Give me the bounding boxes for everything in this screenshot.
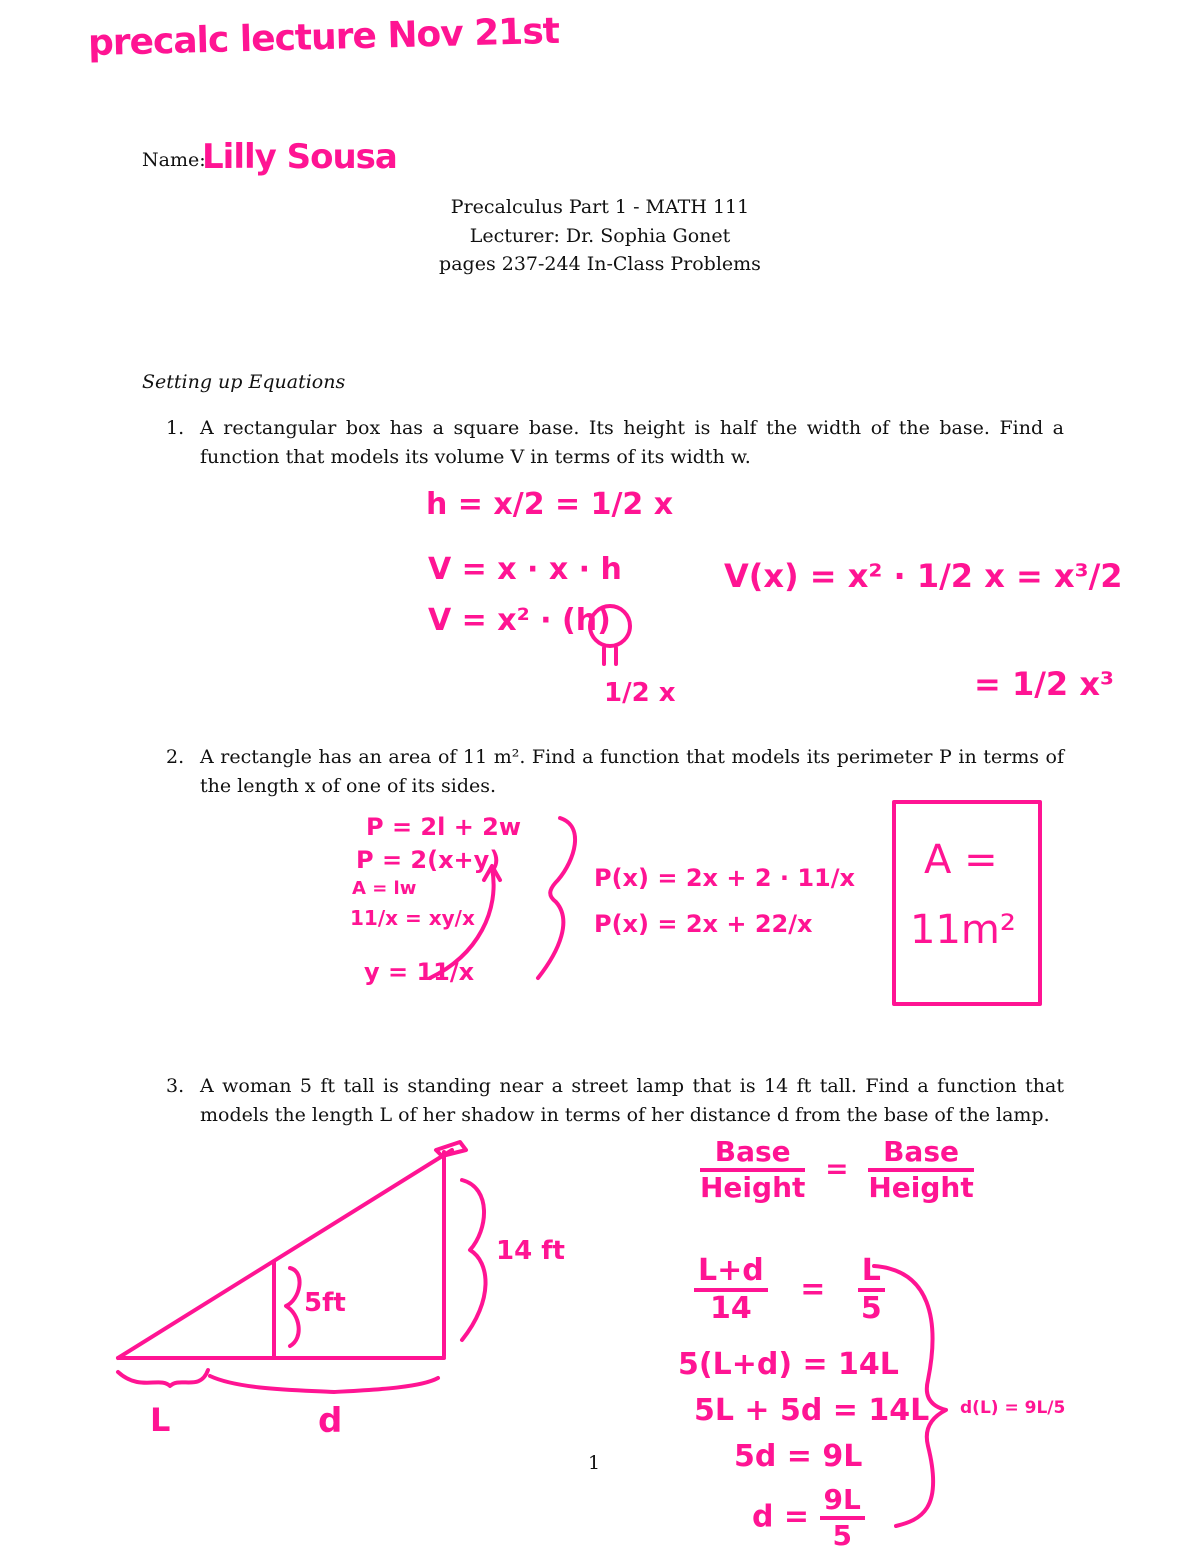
problem-text: A rectangle has an area of 11 m². Find a function that models its perimeter P in terms of the length x of one of its sides.: [200, 746, 1064, 797]
p3-woman-height-label: 5ft: [304, 1288, 346, 1318]
p3-ratio-words: $\frac{\text{Base}}{\text{Height}}$ = $\frac{\text{Base}}{\text{Height}}$: [700, 1135, 974, 1204]
p3-lamp-height-label: 14 ft: [496, 1236, 565, 1266]
p1-volume-simplified: = 1/2 x³: [974, 665, 1114, 703]
p2-perimeter-function-1: P(x) = 2x + 2 · 11/x: [594, 864, 855, 892]
lecturer-line: Lecturer: Dr. Sophia Gonet: [469, 224, 731, 247]
p3-shadow-brace: [118, 1370, 208, 1386]
p3-distance-label: d: [318, 1401, 343, 1441]
course-title: Precalculus Part 1 - MATH 111: [450, 196, 750, 218]
p3-step-1: 5(L+d) = 14L: [678, 1347, 899, 1382]
p3-step-4-lhs: d =: [752, 1499, 810, 1535]
p2-area-box: [894, 802, 1040, 1004]
handwritten-title: precalc lecture Nov 21st: [87, 10, 560, 65]
p3-steps-brace: [874, 1266, 946, 1526]
p3-step-4-den: 5: [832, 1519, 852, 1552]
p2-area: A = lw: [352, 878, 417, 899]
p1-volume-line-1: V = x · x · h: [428, 552, 622, 587]
p2-perimeter-2: P = 2(x+y): [356, 846, 501, 874]
p3-step-3: 5d = 9L: [734, 1439, 863, 1474]
p1-h-equation: h = x/2 = 1/2 x: [426, 487, 674, 522]
p2-curly-brace: [538, 818, 575, 978]
p3-height-word-right: Height: [868, 1171, 974, 1204]
p2-substitution-arrow: [430, 868, 494, 978]
p3-woman-brace: [286, 1268, 300, 1346]
p2-area-box-line-1: A =: [924, 837, 998, 883]
problem-text: A woman 5 ft tall is standing near a street lamp that is 14 ft tall. Find a function that models the length L of her shadow in terms of her distance d from the base of the lamp.: [200, 1075, 1064, 1126]
problem-number: 1.: [166, 417, 185, 439]
p2-area-divide: 11/x = xy/x: [350, 906, 475, 930]
p2-y-solved: y = 11/x: [364, 958, 475, 986]
p3-ratio-num-right: L: [858, 1256, 885, 1292]
p3-ratio-num-left: L+d: [694, 1256, 768, 1292]
p3-base-word-left: Base: [700, 1138, 805, 1172]
p1-h-circle: [590, 606, 630, 646]
p1-equals-vertical: [604, 648, 616, 664]
p2-area-box-line-2: 11m²: [910, 907, 1016, 953]
page-number: 1: [588, 1452, 601, 1474]
p3-step-4-num: 9L: [820, 1486, 865, 1520]
section-title: Setting up Equations: [142, 371, 346, 393]
p3-distance-brace: [210, 1376, 438, 1392]
p2-perimeter-1: P = 2l + 2w: [366, 813, 522, 841]
problem-number: 3.: [166, 1075, 185, 1097]
p2-perimeter-function-2: P(x) = 2x + 22/x: [594, 910, 813, 938]
pages-line: pages 237-244 In-Class Problems: [439, 253, 761, 275]
student-name: Lilly Sousa: [202, 137, 397, 177]
p1-h-substitution: 1/2 x: [604, 678, 676, 708]
p3-step-2: 5L + 5d = 14L: [694, 1393, 930, 1428]
p3-shadow-label: L: [150, 1401, 171, 1439]
p3-light-ray: [118, 1150, 452, 1358]
p3-height-word-left: Height: [700, 1171, 806, 1204]
name-label: Name:: [142, 149, 206, 171]
p3-lamp-brace: [462, 1180, 486, 1340]
problem-text: A rectangular box has a square base. Its height is half the width of the base. Find a function that models its volume V in terms of its width w.: [200, 417, 1064, 468]
p3-ratio-den-left: 14: [709, 1291, 752, 1326]
problem-number: 2.: [166, 746, 185, 768]
p1-volume-line-2: V = x² · (h): [428, 603, 611, 638]
p3-ratio-den-right: 5: [860, 1291, 882, 1326]
p1-volume-function: V(x) = x² · 1/2 x = x³/2: [724, 557, 1123, 595]
p3-base-word-right: Base: [868, 1138, 973, 1172]
p3-ratio-numbers: $\frac{L+d}{14}$ = $\frac{L}{5}$: [694, 1256, 885, 1324]
p3-result: d(L) = 9L/5: [960, 1398, 1066, 1418]
